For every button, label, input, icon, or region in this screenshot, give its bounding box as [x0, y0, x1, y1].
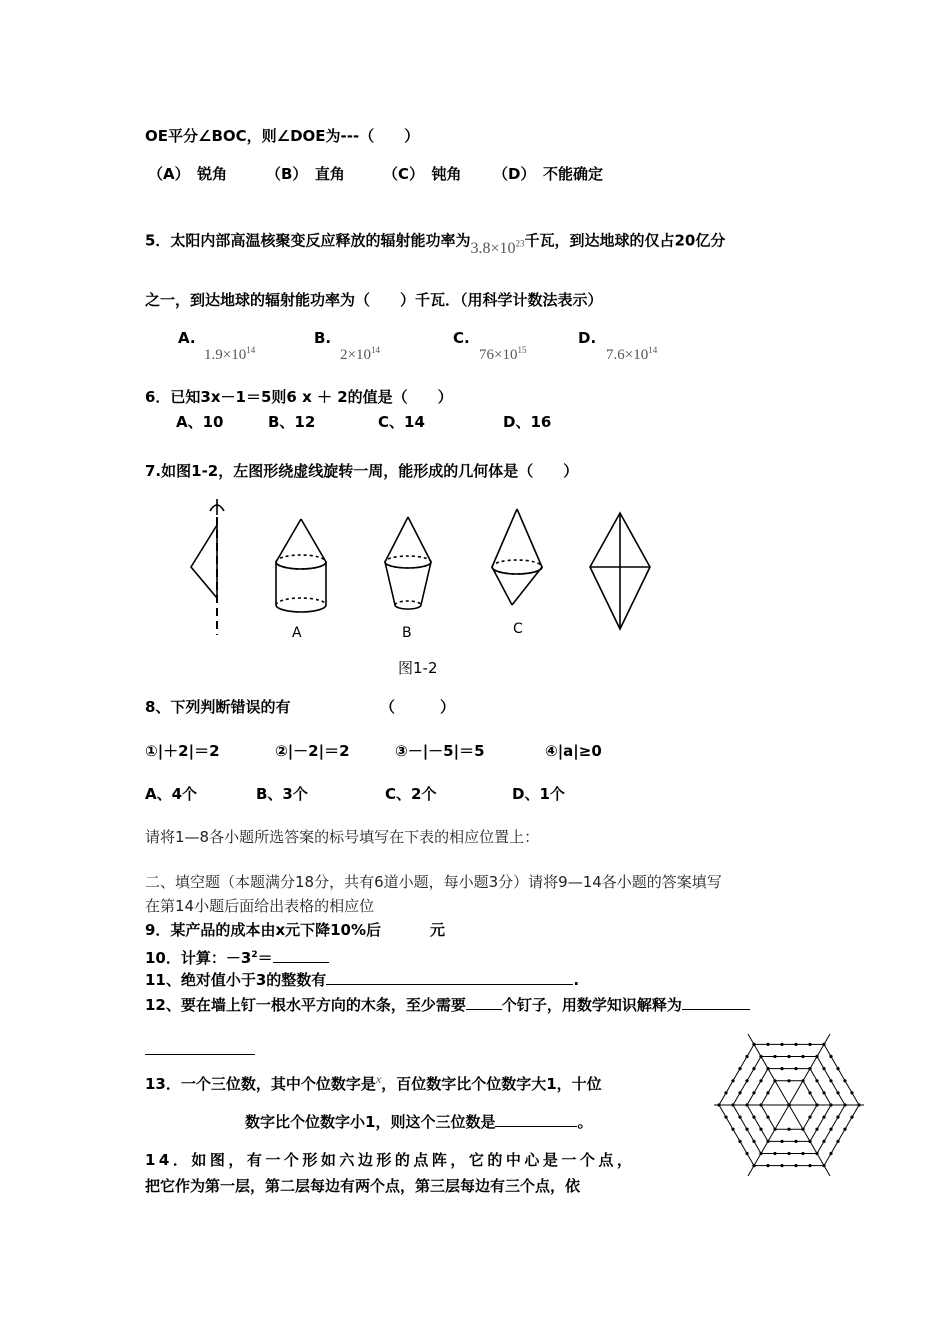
lattice-dot [836, 1140, 839, 1143]
lattice-dot [724, 1116, 727, 1119]
solid-b [385, 517, 431, 609]
q12-stem-a: 12、要在墙上钉一根水平方向的木条，至少需要 [145, 996, 466, 1014]
lattice-dot [766, 1043, 769, 1046]
lattice-dot [822, 1091, 825, 1094]
q12-count-blank[interactable] [466, 995, 502, 1010]
lattice-dot [843, 1128, 846, 1131]
lattice-dot [780, 1140, 783, 1143]
q6-option-a: A、10 [176, 413, 224, 431]
lattice-center-dot [787, 1103, 791, 1107]
solid-c [492, 509, 542, 605]
lattice-dot [850, 1091, 853, 1094]
lattice-dot [766, 1140, 769, 1143]
q6-option-b: B、12 [268, 413, 316, 431]
lattice-dot [766, 1164, 769, 1167]
section2-header-line1: 二、填空题（本题满分18分，共有6道小题，每小题3分）请将9—14各小题的答案填写 [145, 873, 722, 891]
lattice-dot [815, 1055, 818, 1058]
lattice-dot [773, 1152, 776, 1155]
q7-figure [180, 495, 670, 685]
lattice-dot [843, 1079, 846, 1082]
q8-statement-2: ②|－2|＝2 [275, 742, 350, 760]
q8-statement-4: ④|a|≥0 [545, 742, 602, 760]
q5-stem-b: 千瓦，到达地球的仅占20亿分 [524, 231, 726, 250]
lattice-dot [815, 1079, 818, 1082]
lattice-dot [731, 1103, 734, 1106]
q9-unit: 元 [430, 921, 446, 939]
lattice-dot [745, 1079, 748, 1082]
q14-line1: 14．如图，有一个形如六边形的点阵，它的中心是一个点， [145, 1151, 636, 1169]
lattice-dot [766, 1091, 769, 1094]
q8-stem-line [145, 697, 456, 717]
lattice-dot [773, 1128, 776, 1131]
lattice-dot [738, 1140, 741, 1143]
lattice-dot [780, 1067, 783, 1070]
lattice-dot [794, 1043, 797, 1046]
lattice-dot [808, 1140, 811, 1143]
q10-stem-a: 10．计算：－3 [145, 949, 252, 967]
q10-stem-b: ＝ [257, 949, 273, 967]
lattice-dot [808, 1043, 811, 1046]
section2-header-line2: 在第14小题后面给出表格的相应位 [145, 897, 375, 915]
lattice-dot [857, 1103, 860, 1106]
lattice-dot [731, 1128, 734, 1131]
q13-stem-a: 13．一个三位数，其中个位数字是 [145, 1075, 376, 1093]
lattice-dot [787, 1152, 790, 1155]
q13-stem-b: ，百位数字比个位数字大1，十位 [381, 1075, 602, 1093]
q5-option-a: A. $1.9\times 10^{14}$ [178, 329, 256, 363]
lattice-dot [787, 1055, 790, 1058]
lattice-dot [850, 1116, 853, 1119]
q6-option-d: D、16 [503, 413, 552, 431]
q10-exponent: 2 [251, 950, 258, 960]
lattice-dot [794, 1067, 797, 1070]
q12-reason-blank[interactable] [682, 995, 750, 1010]
q11-stem: 11、绝对值小于3的整数有 [145, 971, 327, 989]
lattice-dot [836, 1116, 839, 1119]
lattice-dot [752, 1067, 755, 1070]
lattice-dot [759, 1128, 762, 1131]
lattice-dot [808, 1091, 811, 1094]
q10 [145, 945, 329, 968]
lattice-dot [766, 1116, 769, 1119]
q12-reason-blank-2[interactable] [145, 1040, 255, 1055]
lattice-dot [808, 1116, 811, 1119]
lattice-dot [724, 1091, 727, 1094]
lattice-dot [738, 1067, 741, 1070]
lattice-dot [766, 1067, 769, 1070]
q11-answer-blank[interactable] [326, 970, 573, 985]
lattice-dot [780, 1164, 783, 1167]
q9-stem: 9．某产品的成本由x元下降10%后 [145, 921, 382, 939]
lattice-dot [822, 1116, 825, 1119]
lattice-dot [745, 1128, 748, 1131]
lattice-dot [801, 1152, 804, 1155]
q9 [145, 920, 446, 940]
lattice-dot [787, 1079, 790, 1082]
lattice-dot [829, 1128, 832, 1131]
lattice-dot [808, 1164, 811, 1167]
lattice-dot [829, 1055, 832, 1058]
q5-stem-a: 5．太阳内部高温核聚变反应释放的辐射能功率为 [145, 231, 471, 250]
q11 [145, 970, 579, 990]
q5-stem-c: 之一，到达地球的辐射能功率为（ ）千瓦．（用科学计数法表示） [145, 291, 603, 309]
q8-options [145, 784, 605, 804]
q7-stem: 7.如图1-2，左图形绕虚线旋转一周，能形成的几何体是（ ） [145, 462, 579, 480]
q12-stem-b: 个钉子，用数学知识解释为 [501, 996, 682, 1014]
lattice-dot [752, 1164, 755, 1167]
lattice-dot [787, 1128, 790, 1131]
solid-d [590, 513, 650, 629]
lattice-dot [801, 1128, 804, 1131]
lattice-dot [717, 1103, 720, 1106]
lattice-dot [759, 1055, 762, 1058]
lattice-dot [794, 1140, 797, 1143]
q5-power: $3.8\times 10^{23}$ [470, 239, 525, 258]
lattice-dot [829, 1103, 832, 1106]
q12-continuation [145, 1040, 255, 1060]
q8-option-d: D、1个 [512, 785, 565, 803]
lattice-dot [815, 1152, 818, 1155]
lattice-dot [752, 1140, 755, 1143]
lattice-dot [815, 1128, 818, 1131]
q5-option-c: C. $76\times 10^{15}$ [453, 329, 527, 363]
answer-instruction: 请将1—8各小题所选答案的标号填写在下表的相应位置上： [145, 828, 540, 846]
lattice-dot [752, 1043, 755, 1046]
lattice-dot [801, 1055, 804, 1058]
lattice-dot [745, 1055, 748, 1058]
lattice-dot [738, 1091, 741, 1094]
lattice-dot [822, 1140, 825, 1143]
lattice-dot [822, 1164, 825, 1167]
lattice-dot [780, 1043, 783, 1046]
q13-end: 。 [577, 1113, 593, 1131]
q5-options [178, 328, 738, 364]
q14-line2: 把它作为第一层，第二层每边有两个点，第三层每边有三个点，依 [145, 1177, 581, 1195]
lattice-dot [745, 1103, 748, 1106]
lattice-dot [759, 1152, 762, 1155]
lattice-dot [836, 1067, 839, 1070]
solid-a [276, 519, 326, 612]
label-b: B [402, 625, 412, 641]
q6-option-c: C、14 [378, 413, 425, 431]
lattice-dot [829, 1079, 832, 1082]
q8-option-c: C、2个 [385, 785, 437, 803]
q4-option-a: （A） 锐角 [148, 165, 228, 183]
label-c: C [513, 621, 523, 637]
q4-option-b: （B） 直角 [266, 165, 345, 183]
q13-variable: x [375, 1072, 382, 1086]
lattice-dot [808, 1067, 811, 1070]
q8-statements [145, 741, 665, 761]
q12 [145, 995, 750, 1015]
lattice-dot [752, 1116, 755, 1119]
lattice-dot [738, 1116, 741, 1119]
q8-option-b: B、3个 [256, 785, 308, 803]
q8-stem: 8、下列判断错误的有 [145, 698, 291, 716]
q10-answer-blank[interactable] [273, 948, 329, 963]
lattice-dot [815, 1103, 818, 1106]
lattice-dot [752, 1091, 755, 1094]
lattice-dot [822, 1067, 825, 1070]
figure-caption: 图1-2 [398, 659, 438, 677]
lattice-dot [731, 1079, 734, 1082]
q13-answer-blank[interactable] [495, 1112, 577, 1127]
lattice-dot [745, 1152, 748, 1155]
q4-option-c: （C） 钝角 [383, 165, 462, 183]
hexagon-dot-lattice [714, 1028, 864, 1178]
q5-option-d: D. $7.6\times 10^{14}$ [578, 329, 658, 363]
q11-end: . [573, 971, 580, 989]
lattice-dot [759, 1103, 762, 1106]
q6-stem: 6．已知3x－1＝5则6 x ＋ 2的值是（ ） [145, 388, 453, 406]
lattice-dot [822, 1043, 825, 1046]
q8-statement-3: ③－|－5|＝5 [395, 742, 485, 760]
lattice-dot [829, 1152, 832, 1155]
q13-line1 [145, 1074, 602, 1095]
q13-line2 [245, 1112, 592, 1132]
q5-stem-line1 [145, 226, 726, 258]
lattice-dot [836, 1091, 839, 1094]
q8-paren: （ ） [380, 698, 456, 716]
q8-option-a: A、4个 [145, 785, 198, 803]
q13-stem-c: 数字比个位数字小1，则这个三位数是 [245, 1113, 496, 1131]
lattice-dot [773, 1055, 776, 1058]
lattice-dot [773, 1079, 776, 1082]
lattice-dot [759, 1079, 762, 1082]
rotation-figure [191, 499, 224, 635]
q4-stem: OE平分∠BOC，则∠DOE为---（ ） [145, 127, 420, 145]
q5-option-b: B. $2\times 10^{14}$ [314, 329, 380, 363]
lattice-dot [801, 1079, 804, 1082]
lattice-dot [843, 1103, 846, 1106]
label-a: A [292, 625, 302, 641]
q8-statement-1: ①|＋2|＝2 [145, 742, 220, 760]
lattice-dot [794, 1164, 797, 1167]
q4-option-d: （D） 不能确定 [493, 165, 603, 183]
